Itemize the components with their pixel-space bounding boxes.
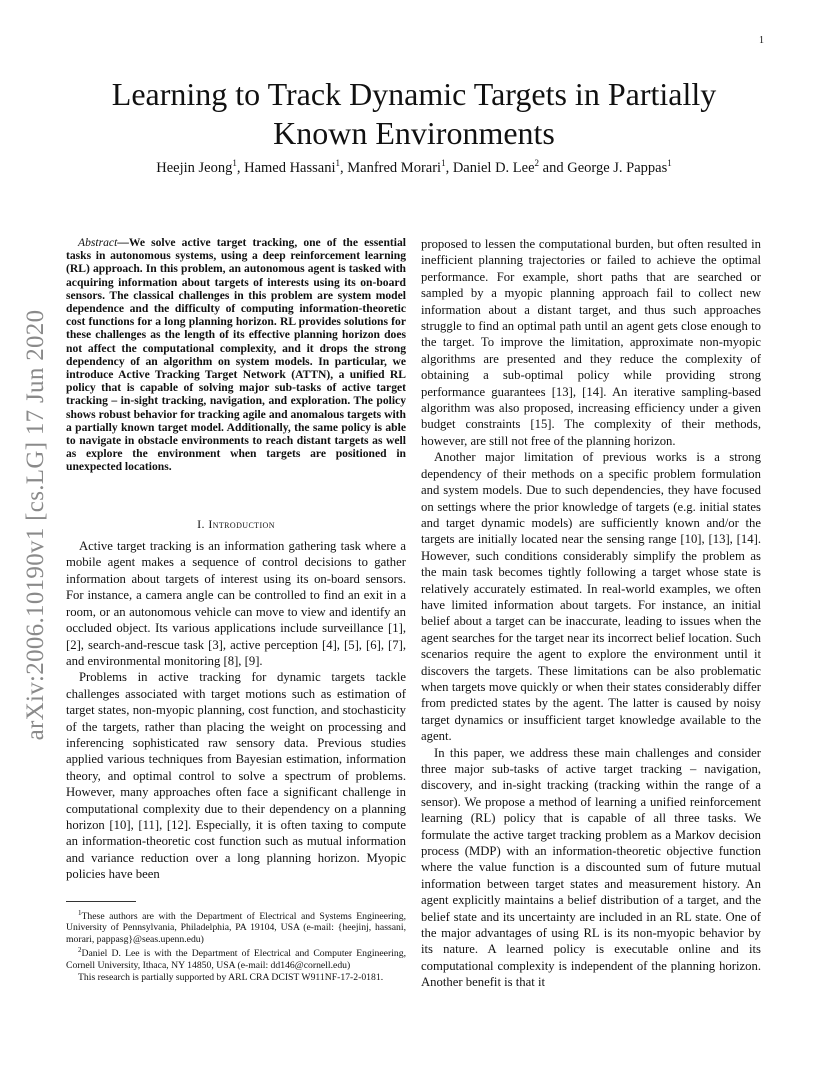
abstract: Abstract—We solve active target tracking, one of the essential tasks in autonomous systems, using a deep reinforcement learning (RL) approach. In this problem, an autonomous agent is tasked with acquiring information about targets of interests using its on-board sensors. The classical challenges in this problem are system model dependence and the difficulty of computing information-theoretic cost functions for a long planning horizon. RL provides solutions for these challenges as the length of its effective planning horizon does not affect the computational complexity, and it drops the strong dependency of an algorithm on system models. In particular, we introduce Active Tracking Target Network (ATTN), a unified RL policy that is capable of solving major sub-tasks of active target tracking – in-sight tracking, navigation, and exploration. The policy shows robust behavior for tracking agile and anomalous targets with a partially known target model. Additionally, the same policy is able to navigate in obstacle environments to reach distant targets as well as explore the environment when targets are positioned in unexpected locations.	[66, 236, 406, 474]
affiliation-mark: 1	[232, 158, 237, 168]
footnote-rule	[66, 901, 136, 902]
abstract-text: We solve active target tracking, one of the essential tasks in autonomous systems, using a deep reinforcement learning (RL) approach. In this problem, an autonomous agent is tasked with acquiring information about targets of interests using its on-board sensors. The classical challenges in this problem are system model dependence and the difficulty of computing information-theoretic cost functions for a long planning horizon. RL provides solutions for these challenges as the length of its effective planning horizon does not affect the computational complexity, and it drops the strong dependency of an algorithm on system models. In particular, we introduce Active Tracking Target Network (ATTN), a unified RL policy that is capable of solving major sub-tasks of active target tracking – in-sight tracking, navigation, and exploration. The policy shows robust behavior for tracking agile and anomalous targets with a partially known target model. Additionally, the same policy is able to navigate in obstacle environments to reach distant targets as well as explore the environment when targets are positioned in unexpected locations.	[66, 236, 406, 474]
affiliation-mark: 2	[534, 158, 540, 168]
body-paragraph: proposed to lessen the computational burden, but often resulted in inefficient planning trajectories or failed to achieve the optimal performance. For example, short paths that are searched or sampled by a myopic planning approach fail to collect new information about a distant target, and thus such approaches struggle to find an optimal path until an agent gets close enough to the target. To improve the limitation, approximate non-myopic algorithms are presented and they reduce the complexity of obtaining a sub-optimal policy while providing strong performance guarantees [13], [14]. An iterative sampling-based algorithm was also proposed, increasing efficiency under a given budget constraints [15]. The complexity of their methods, however, are still not free of the planning horizon.	[421, 237, 761, 448]
section-heading-introduction: I. Introduction	[197, 516, 275, 531]
author-name: Hamed Hassani	[244, 159, 336, 176]
author-list: Heejin Jeong$^1$, Hamed Hassani$^1$, Manfred Morari$^1$, Daniel D. Lee$^2$ and George J. Pappas$^1$	[156, 158, 672, 176]
arxiv-stamp-text: arXiv:2006.10190v1 [cs.LG] 17 Jun 2020	[22, 309, 49, 741]
affiliation-mark: 1	[441, 158, 446, 168]
right-column	[421, 236, 761, 991]
author-name: George J. Pappas	[567, 159, 668, 176]
footnote: This research is partially supported by ARL CRA DCIST W911NF-17-2-0181.	[78, 971, 384, 983]
abstract-label: Abstract	[78, 236, 118, 249]
arxiv-stamp	[14, 290, 58, 760]
intro-paragraph: Problems in active tracking for dynamic targets tackle challenges associated with target motions such as estimation of target states, non-myopic planning, cost function, and stochasticity of the targets, rather than placing the weight on processing and inferencing sophisticated raw sensory data. Previous studies applied various techniques from Bayesian estimation, information theory, and optimal control to solve a spectrum of problems. However, many approaches often face a significant challenge in computational complexity due to their dependency on a planning horizon [10], [11], [12]. Especially, it is often taxing to compute an information-theoretic cost function such as mutual information and variance reduction over a long planning horizon. Myopic policies have been	[66, 670, 406, 882]
left-column	[66, 236, 406, 983]
intro-paragraph: Active target tracking is an information gathering task where a mobile agent makes a sequence of control decisions to gather information about targets of interest using its on-board sensors. For instance, a camera angle can be controlled to find an exit in a room, or an autonomous vehicle can move to view and identify an occluded object. Its various applications include surveillance [1], [2], search-and-rescue task [3], active perception [4], [5], [6], [7], and environmental monitoring [8], [9].	[66, 539, 406, 668]
author-name: Heejin Jeong	[156, 159, 233, 176]
page-number: 1	[759, 35, 764, 46]
affiliation-mark: 1	[335, 158, 340, 168]
footnote: $^1$These authors are with the Department of Electrical and Systems Engineering, University of Pennsylvania, Philadelphia, PA 19104, USA (e-mail: {heejinj, hassani, morari, pappasg}@seas.upenn.edu)	[66, 908, 406, 945]
body-paragraph: In this paper, we address these main challenges and consider three major sub-tasks of active target tracking – navigation, discovery, and in-sight tracking (tracking within the range of a sensor). We propose a method of learning a unified reinforcement learning (RL) policy that is capable of all three tasks. We formulate the active target tracking problem as a Markov decision process (MDP) with an information-theoretic objective function where the value function is a discounted sum of future mutual information between target states and measurement history. An agent explicitly maintains a belief distribution of a target, and the belief state and its uncertainty are included in an RL state. One of the major advantages of using RL is its non-myopic behavior by its nature. A learned policy is executable online and its computational complexity is independent of the planning horizon. Another benefit is that it	[421, 745, 761, 990]
body-paragraph: Another major limitation of previous works is a strong dependency of their methods on a specific problem formulation and system models. Due to such dependencies, they have focused on settings where the prior knowledge of targets (e.g. initial states and target dynamic models) are sufficiently known and/or the targets are initially located near the sensing range [10], [13], [14]. However, such conditions considerably simplify the problem as the main task becomes tightly following a target whose state is relatively accurately estimated. In real-world examples, we often have limited information about targets. For instance, an initial belief about a target can be inaccurate, leading to issues when the agent searches for the target near its incorrect belief location. Such scenarios require the agent to explore the environment until it discovers the targets. These limitations can be also problematic when targets move quickly or when their states considerably differ from predicted states by the agent. The latter is caused by noisy target dynamics or insufficient target knowledge available to the agent.	[421, 450, 761, 744]
paper-title: Learning to Track Dynamic Targets in Partially Known Environments	[111, 76, 717, 151]
footnote: $^2$Daniel D. Lee is with the Department of Electrical and Computer Engineering, Cornell University, Ithaca, NY 14850, USA (e-mail: dd146@cornell.edu)	[66, 946, 406, 972]
affiliation-mark: 1	[667, 158, 672, 168]
author-name: Manfred Morari	[347, 159, 442, 176]
author-name: Daniel D. Lee	[452, 159, 535, 176]
